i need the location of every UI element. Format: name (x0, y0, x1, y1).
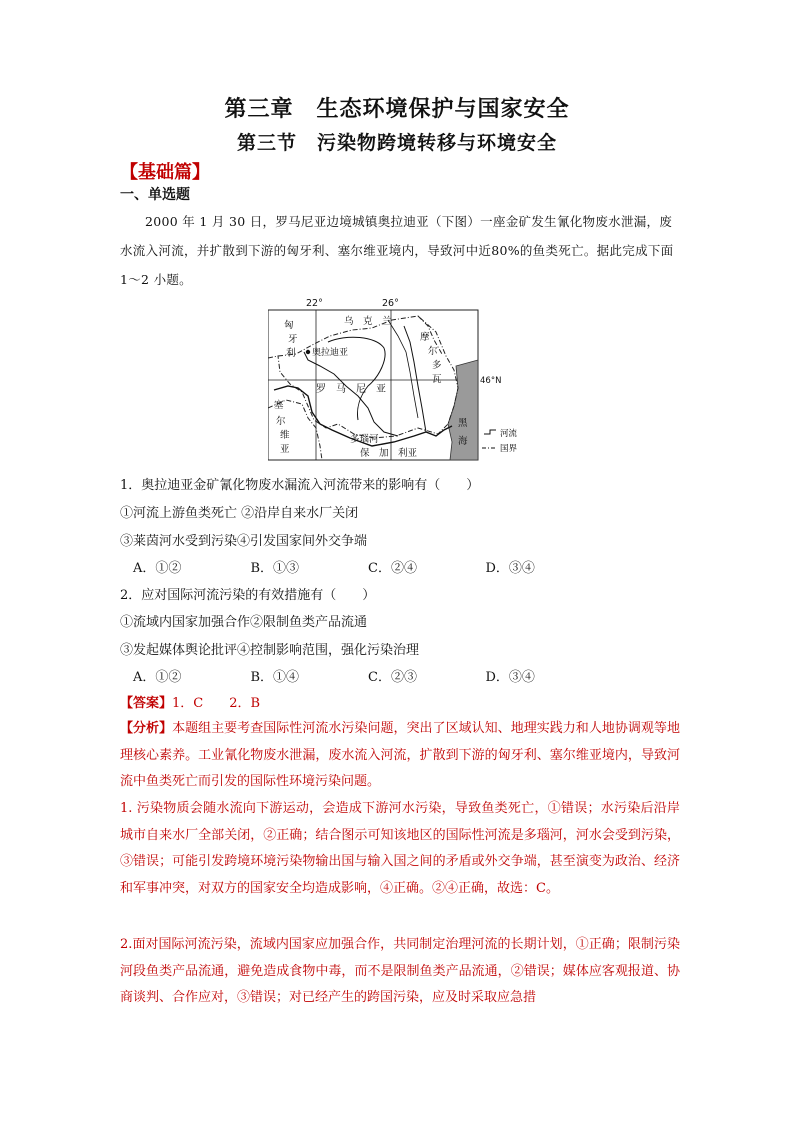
moldova-char-1: 摩 (420, 332, 430, 343)
legend-river-symbol (484, 430, 496, 434)
lon-26-label: 26° (382, 298, 399, 309)
ukraine-label: 乌 克 兰 (344, 316, 392, 327)
oradea-city-dot (306, 350, 310, 354)
hungary-char-2: 牙 (288, 334, 298, 345)
analysis-q1-paragraph: 1. 污染物质会随水流向下游运动，会造成下游河水污染，导致鱼类死亡，①错误；水污染后沿岸城市自来水厂全部关闭，②正确；结合图示可知该地区的国际性河流是多瑙河，河水会受到污染，③错误；可能引发跨境环境污染物输出国与输入国之间的矛盾或外交争端，甚至演变为政治、经济和军事冲突，对双方的国家安全均造成影响，④正确。②④正确，故选：C。 (120, 801, 680, 896)
question-1-options (133, 557, 603, 576)
oradea-label: 奥拉迪亚 (312, 348, 349, 358)
question-2-items-a: ①流域内国家加强合作②限制鱼类产品流通 (120, 615, 368, 630)
romania-map-figure (268, 296, 530, 476)
bulgaria-label: 保 加 利亚 (360, 448, 418, 459)
hungary-border (268, 356, 278, 358)
q1-option-b[interactable]: B．①③ (250, 561, 300, 576)
section-title: 第三节 污染物跨境转移与环境安全 (236, 132, 557, 154)
lat-46-label: 46°N (480, 376, 502, 386)
romania-border (278, 316, 458, 438)
answer-text: 1．C 2．B (172, 696, 261, 711)
analysis-q2-paragraph: 2.面对国际河流污染，流域内国家应加强合作，共同制定治理河流的长期计划，①正确；限制污染河段鱼类产品流通，避免造成食物中毒，而不是限制鱼类产品流通，②错误；媒体应客观报道、协商谈判、合作应对，③错误；对已经产生的跨国污染，应及时采取应急措 (120, 937, 680, 1005)
answer-label: 【答案】 (120, 696, 173, 711)
question-2-items-b: ③发起媒体舆论批评④控制影响范围，强化污染治理 (120, 643, 420, 658)
question-1-items-b: ③莱茵河水受到污染④引发国家间外交争端 (120, 534, 368, 549)
question-2-stem: 2．应对国际河流污染的有效措施有（ ） (120, 588, 376, 603)
answer-line (120, 692, 260, 711)
analysis-label: 【分析】 (120, 721, 173, 736)
chapter-title: 第三章 生态环境保护与国家安全 (224, 97, 570, 122)
black-sea-char-2: 海 (458, 436, 468, 447)
hungary-char-1: 匈 (284, 320, 294, 331)
q2-option-c[interactable]: C．②③ (368, 670, 417, 685)
question-2-options (133, 666, 603, 685)
moldova-char-2: 尔 (428, 346, 438, 357)
legend-border-label: 国界 (500, 444, 518, 454)
serbia-char-2: 尔 (276, 416, 286, 427)
intro-paragraph: 2000 年 1 月 30 日，罗马尼亚边境城镇奥拉迪亚（下图）一座金矿发生氰化物废水泄漏，废水流入河流，并扩散到下游的匈牙利、塞尔维亚境内，导致河中近80%的鱼类死亡。据此完成下面 1～2 小题。 (120, 214, 674, 287)
serbia-char-4: 亚 (280, 444, 290, 455)
serbia-char-3: 维 (280, 430, 290, 441)
moldova-char-4: 瓦 (432, 374, 442, 385)
serbia-char-1: 塞 (274, 400, 284, 411)
lon-22-label: 22° (306, 298, 323, 309)
legend-river-label: 河流 (500, 429, 518, 439)
part-heading: 一、单选题 (120, 187, 190, 203)
q1-option-c[interactable]: C．②④ (368, 561, 417, 576)
romania-label: 罗 马 尼 亚 (316, 384, 386, 395)
q2-option-b[interactable]: B．①④ (250, 670, 300, 685)
analysis-text: 本题组主要考查国际性河流水污染问题，突出了区域认知、地理实践力和人地协调观等地理核心素养。工业氰化物废水泄漏，废水流入河流，扩散到下游的匈牙利、塞尔维亚境内，导致河流中鱼类死亡而引发的国际性环境污染问题。 (120, 721, 680, 789)
question-1-stem: 1．奥拉迪亚金矿氰化物废水漏流入河流带来的影响有（ ） (120, 478, 480, 493)
level-tag: 【基础篇】 (120, 162, 210, 183)
q1-option-a[interactable]: A．①② (133, 561, 182, 576)
black-sea-char-1: 黑 (458, 418, 468, 429)
analysis-paragraph (120, 716, 680, 796)
hungary-char-3: 利 (286, 348, 296, 359)
q2-option-a[interactable]: A．①② (133, 670, 182, 685)
question-1-items-a: ①河流上游鱼类死亡 ②沿岸自来水厂关闭 (120, 506, 359, 521)
q1-option-d[interactable]: D．③④ (485, 561, 535, 576)
moldova-char-3: 多 (432, 360, 442, 371)
q2-option-d[interactable]: D．③④ (485, 670, 535, 685)
danube-label: 多瑙河 (350, 434, 379, 445)
tributary-river-4 (388, 320, 418, 418)
